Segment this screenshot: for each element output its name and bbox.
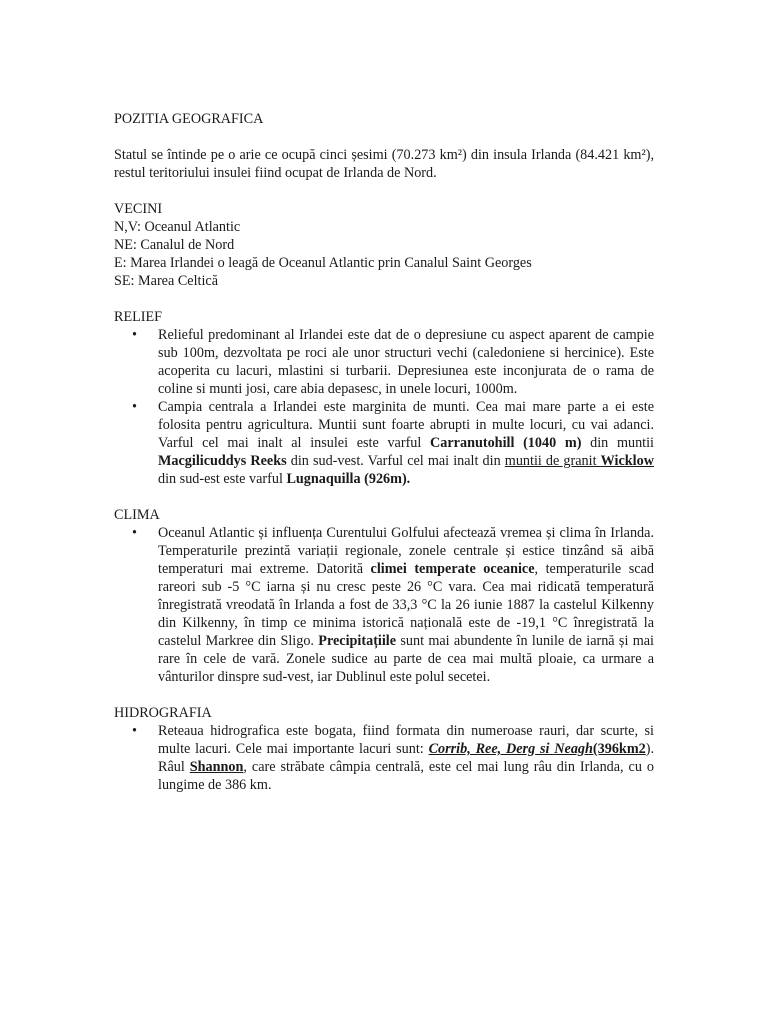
clima-list [114,524,654,686]
relief-b2-text: din sud-est este varful [158,471,287,487]
vecini-line: NE: Canalul de Nord [114,237,235,253]
relief-b2-text: Campia centrala a Irlandei este marginita de munti. Cea mai mare parte a ei este folosita pentru agricultura. Muntii sunt foarte abrupti in multe locuri, cu vai adanci. Varful cel mai inalt al insulei este varful [158,399,654,451]
pozitia-text: Statul se întinde pe o arie ce ocupă cinci șesimi (70.273 km²) din insula Irlanda (84.421 km²), restul teritoriului insulei fiind ocupat de Irlanda de Nord. [114,147,654,181]
relief-peak-lugnaquilla: Lugnaquilla (926m). [286,471,411,487]
hidro-text: ). Râul [158,741,655,775]
hidro-text: , care străbate câmpia centrală, este cel mai lung râu din Irlanda, cu o lungime de 386 km. [158,759,654,793]
list-item [114,722,654,794]
heading-relief: RELIEF [114,309,163,325]
relief-bullet-1: Relieful predominant al Irlandei este dat de o depresiune cu aspect aparent de campie sub 100m, dezvoltata pe roci ale unor structuri vechi (caledoniene si hercinice). Este acoperita cu lacuri, mlastini si turbarii. Depresiunea este inconjurata de o rama de coline si munti josi, care abia depasesc, in unele locuri, 1000m. [158,327,654,397]
hidro-lakes: Corrib, Ree, Derg si Neagh [428,741,593,757]
relief-peak-carranutohill: Carranutohill (1040 m) [430,435,582,451]
document-body [114,110,654,794]
bullet-icon: • [132,723,137,739]
relief-b2-text: din muntii [581,435,654,451]
relief-b2-text: din sud-vest. Varful cel mai inalt din [286,453,505,469]
clima-text: sunt mai abundente în lunile de iarnă și mai rare în cele de vară. Zonele sudice au parte de cea mai multă ploaie, ca urmare a vânturilor dinspre sud-vest, iar Dublinul este polul secetei. [158,633,654,685]
vecini-line: N,V: Oceanul Atlantic [114,219,241,235]
bullet-icon: • [132,525,137,541]
clima-text: Oceanul Atlantic și influența Curentului Golfului afectează vremea și clima în Irlanda. Temperaturile prezintă variații regionale, zonele centrale și estice tinzând să aibă temperaturi mai extreme. Datorită [158,525,654,577]
hidrografia-list [114,722,654,794]
clima-text: , temperaturile scad rareori sub -5 °C iarna și nu cresc peste 26 °C vara. Cea mai ridicată temperatură înregistrată vreodată în Irlanda a fost de 33,3 °C la 26 iunie 1887 la castelul Kilkenny din Kilkenny, în timp ce minima istorică națională este de -19,1 °C înregistrată la castelul Markree din Sligo. [158,561,654,649]
relief-mountains-macgilicuddys: Macgilicuddys Reeks [158,453,287,469]
heading-hidrografia: HIDROGRAFIA [114,705,212,721]
relief-list [114,326,654,488]
relief-wicklow-link: muntii de granit Wicklow [504,453,654,469]
hidro-area: (396km2 [592,741,646,757]
clima-oceanic: climei temperate oceanice [370,561,535,577]
vecini-line: E: Marea Irlandei o leagă de Oceanul Atlantic prin Canalul Saint Georges [114,255,532,271]
list-item [114,398,654,488]
clima-precipitatii: Precipitațiile [318,633,397,649]
hidro-shannon: Shannon [189,759,244,775]
bullet-icon: • [132,327,137,343]
heading-clima: CLIMA [114,507,160,523]
heading-vecini: VECINI [114,201,163,217]
heading-pozitia: POZITIA GEOGRAFICA [114,111,264,127]
vecini-line: SE: Marea Celtică [114,273,219,289]
bullet-icon: • [132,399,137,415]
list-item [114,326,654,398]
list-item [114,524,654,686]
hidro-text: Reteaua hidrografica este bogata, fiind formata din numeroase rauri, dar scurte, si multe lacuri. Cele mai importante lacuri sunt: [158,723,654,757]
